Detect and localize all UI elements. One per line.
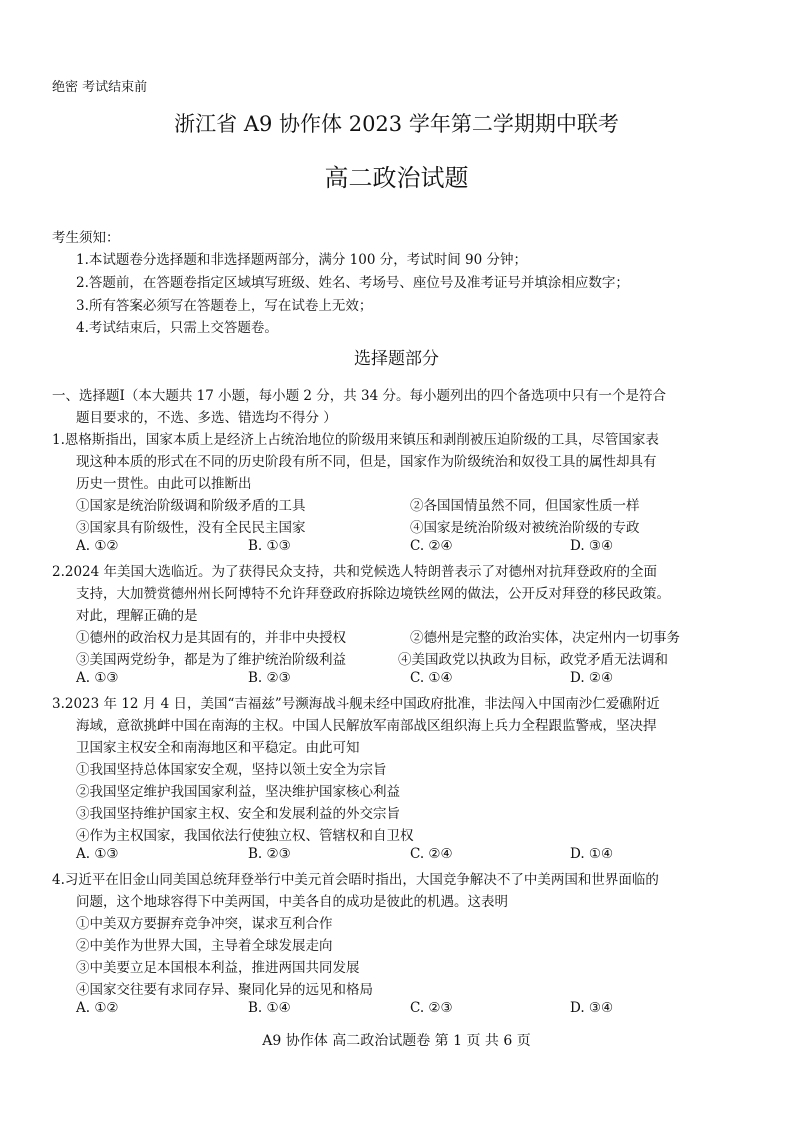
question-4-statement: ③中美要立足本国根本利益，推进两国共同发展	[76, 960, 360, 976]
question-4-choice-b[interactable]: B. ①④	[248, 1000, 291, 1016]
question-3-statement: ①我国坚持总体国家安全观，坚持以领土安全为宗旨	[76, 762, 387, 778]
question-3-stem: 3.2023 年 12 月 4 日，美国“吉福兹”号濒海战斗舰未经中国政府批准，非法闯入中国南沙仁爱礁附近	[52, 696, 660, 712]
question-1-statement: ③国家具有阶级性，没有全民民主国家	[76, 520, 306, 536]
question-2-stem: 对此，理解正确的是	[76, 608, 198, 624]
notice-heading: 考生须知：	[52, 230, 120, 246]
question-4-statement: ②中美作为世界大国，主导着全球发展走向	[76, 938, 333, 954]
notice-item: 1.本试题卷分选择题和非选择题两部分，满分 100 分，考试时间 90 分钟；	[76, 252, 527, 268]
question-4-stem: 问题，这个地球容得下中美两国，中美各自的成功是彼此的机遇。这表明	[76, 894, 508, 910]
question-1-choice-a[interactable]: A. ①②	[76, 538, 119, 554]
page-footer: A9 协作体 高二政治试题卷 第 1 页 共 6 页	[262, 1033, 531, 1049]
question-3-choice-b[interactable]: B. ②③	[248, 846, 291, 862]
question-2-statement: ③美国两党纷争，都是为了维护统治阶级利益	[76, 652, 346, 668]
question-3-stem: 海域，意欲挑衅中国在南海的主权。中国人民解放军南部战区组织海上兵力全程跟监警戒，坚决捍	[76, 718, 657, 734]
question-1-statement: ①国家是统治阶级调和阶级矛盾的工具	[76, 498, 306, 514]
question-2-choice-d[interactable]: D. ②④	[570, 670, 614, 686]
question-1-stem: 历史一贯性。由此可以推断出	[76, 476, 252, 492]
question-4-statement: ①中美双方要摒弃竞争冲突，谋求互利合作	[76, 916, 333, 932]
question-3-choice-c[interactable]: C. ②④	[410, 846, 453, 862]
question-3-choice-d[interactable]: D. ①④	[570, 846, 614, 862]
question-1-choice-c[interactable]: C. ②④	[410, 538, 453, 554]
question-1-statement: ②各国国情虽然不同，但国家性质一样	[410, 498, 640, 514]
question-2-statement: ④美国政党以执政为目标，政党矛盾无法调和	[398, 652, 668, 668]
question-3-statement: ②我国坚定维护我国国家利益，坚决维护国家核心利益	[76, 784, 400, 800]
question-3-choice-a[interactable]: A. ①③	[76, 846, 119, 862]
question-4-choice-c[interactable]: C. ②③	[410, 1000, 453, 1016]
exam-title: 浙江省 A9 协作体 2023 学年第二学期期中联考	[174, 112, 619, 136]
question-1-statement: ④国家是统治阶级对被统治阶级的专政	[410, 520, 640, 536]
question-4-stem: 4.习近平在旧金山同美国总统拜登举行中美元首会晤时指出，大国竞争解决不了中美两国和世界面临的	[52, 872, 659, 888]
question-1-choice-b[interactable]: B. ①③	[248, 538, 291, 554]
question-3-statement: ③我国坚持维护国家主权、安全和发展利益的外交宗旨	[76, 806, 400, 822]
question-4-choice-a[interactable]: A. ①②	[76, 1000, 119, 1016]
notice-item: 3.所有答案必须写在答题卷上，写在试卷上无效；	[76, 298, 373, 314]
question-2-choice-c[interactable]: C. ①④	[410, 670, 453, 686]
notice-item: 2.答题前，在答题卷指定区域填写班级、姓名、考场号、座位号及准考证号并填涂相应数字；	[76, 275, 629, 291]
question-2-stem: 2.2024 年美国大选临近。为了获得民众支持，共和党候选人特朗普表示了对德州对抗拜登政府的全面	[52, 564, 658, 580]
question-1-choice-d[interactable]: D. ③④	[570, 538, 614, 554]
confidential-label: 绝密 考试结束前	[52, 80, 148, 95]
question-2-statement: ①德州的政治权力是其固有的，并非中央授权	[76, 630, 346, 646]
notice-item: 4.考试结束后，只需上交答题卷。	[76, 320, 278, 336]
section-title: 选择题部分	[354, 349, 439, 369]
question-1-stem: 1.恩格斯指出，国家本质上是经济上占统治地位的阶级用来镇压和剥削被压迫阶级的工具，尽管国家表	[52, 432, 659, 448]
section-instruction: 一、选择题Ⅰ（本大题共 17 小题，每小题 2 分，共 34 分。每小题列出的四个备选项中只有一个是符合	[52, 388, 667, 404]
question-2-statement: ②德州是完整的政治实体，决定州内一切事务	[410, 630, 680, 646]
question-3-statement: ④作为主权国家，我国依法行使独立权、管辖权和自卫权	[76, 828, 414, 844]
question-3-stem: 卫国家主权安全和南海地区和平稳定。由此可知	[76, 740, 360, 756]
question-4-choice-d[interactable]: D. ③④	[570, 1000, 614, 1016]
question-2-choice-a[interactable]: A. ①③	[76, 670, 119, 686]
question-4-statement: ④国家交往要有求同存异、聚同化异的远见和格局	[76, 982, 373, 998]
question-1-stem: 现这种本质的形式在不同的历史阶段有所不同，但是，国家作为阶级统治和奴役工具的属性却具有	[76, 454, 657, 470]
question-2-stem: 支持，大加赞赏德州州长阿博特不允许拜登政府拆除边境铁丝网的做法，公开反对拜登的移民政策。	[76, 586, 670, 602]
section-instruction-cont: 题目要求的，不选、多选、错选均不得分 ）	[76, 410, 337, 426]
question-2-choice-b[interactable]: B. ②③	[248, 670, 291, 686]
exam-subtitle: 高二政治试题	[324, 164, 469, 192]
